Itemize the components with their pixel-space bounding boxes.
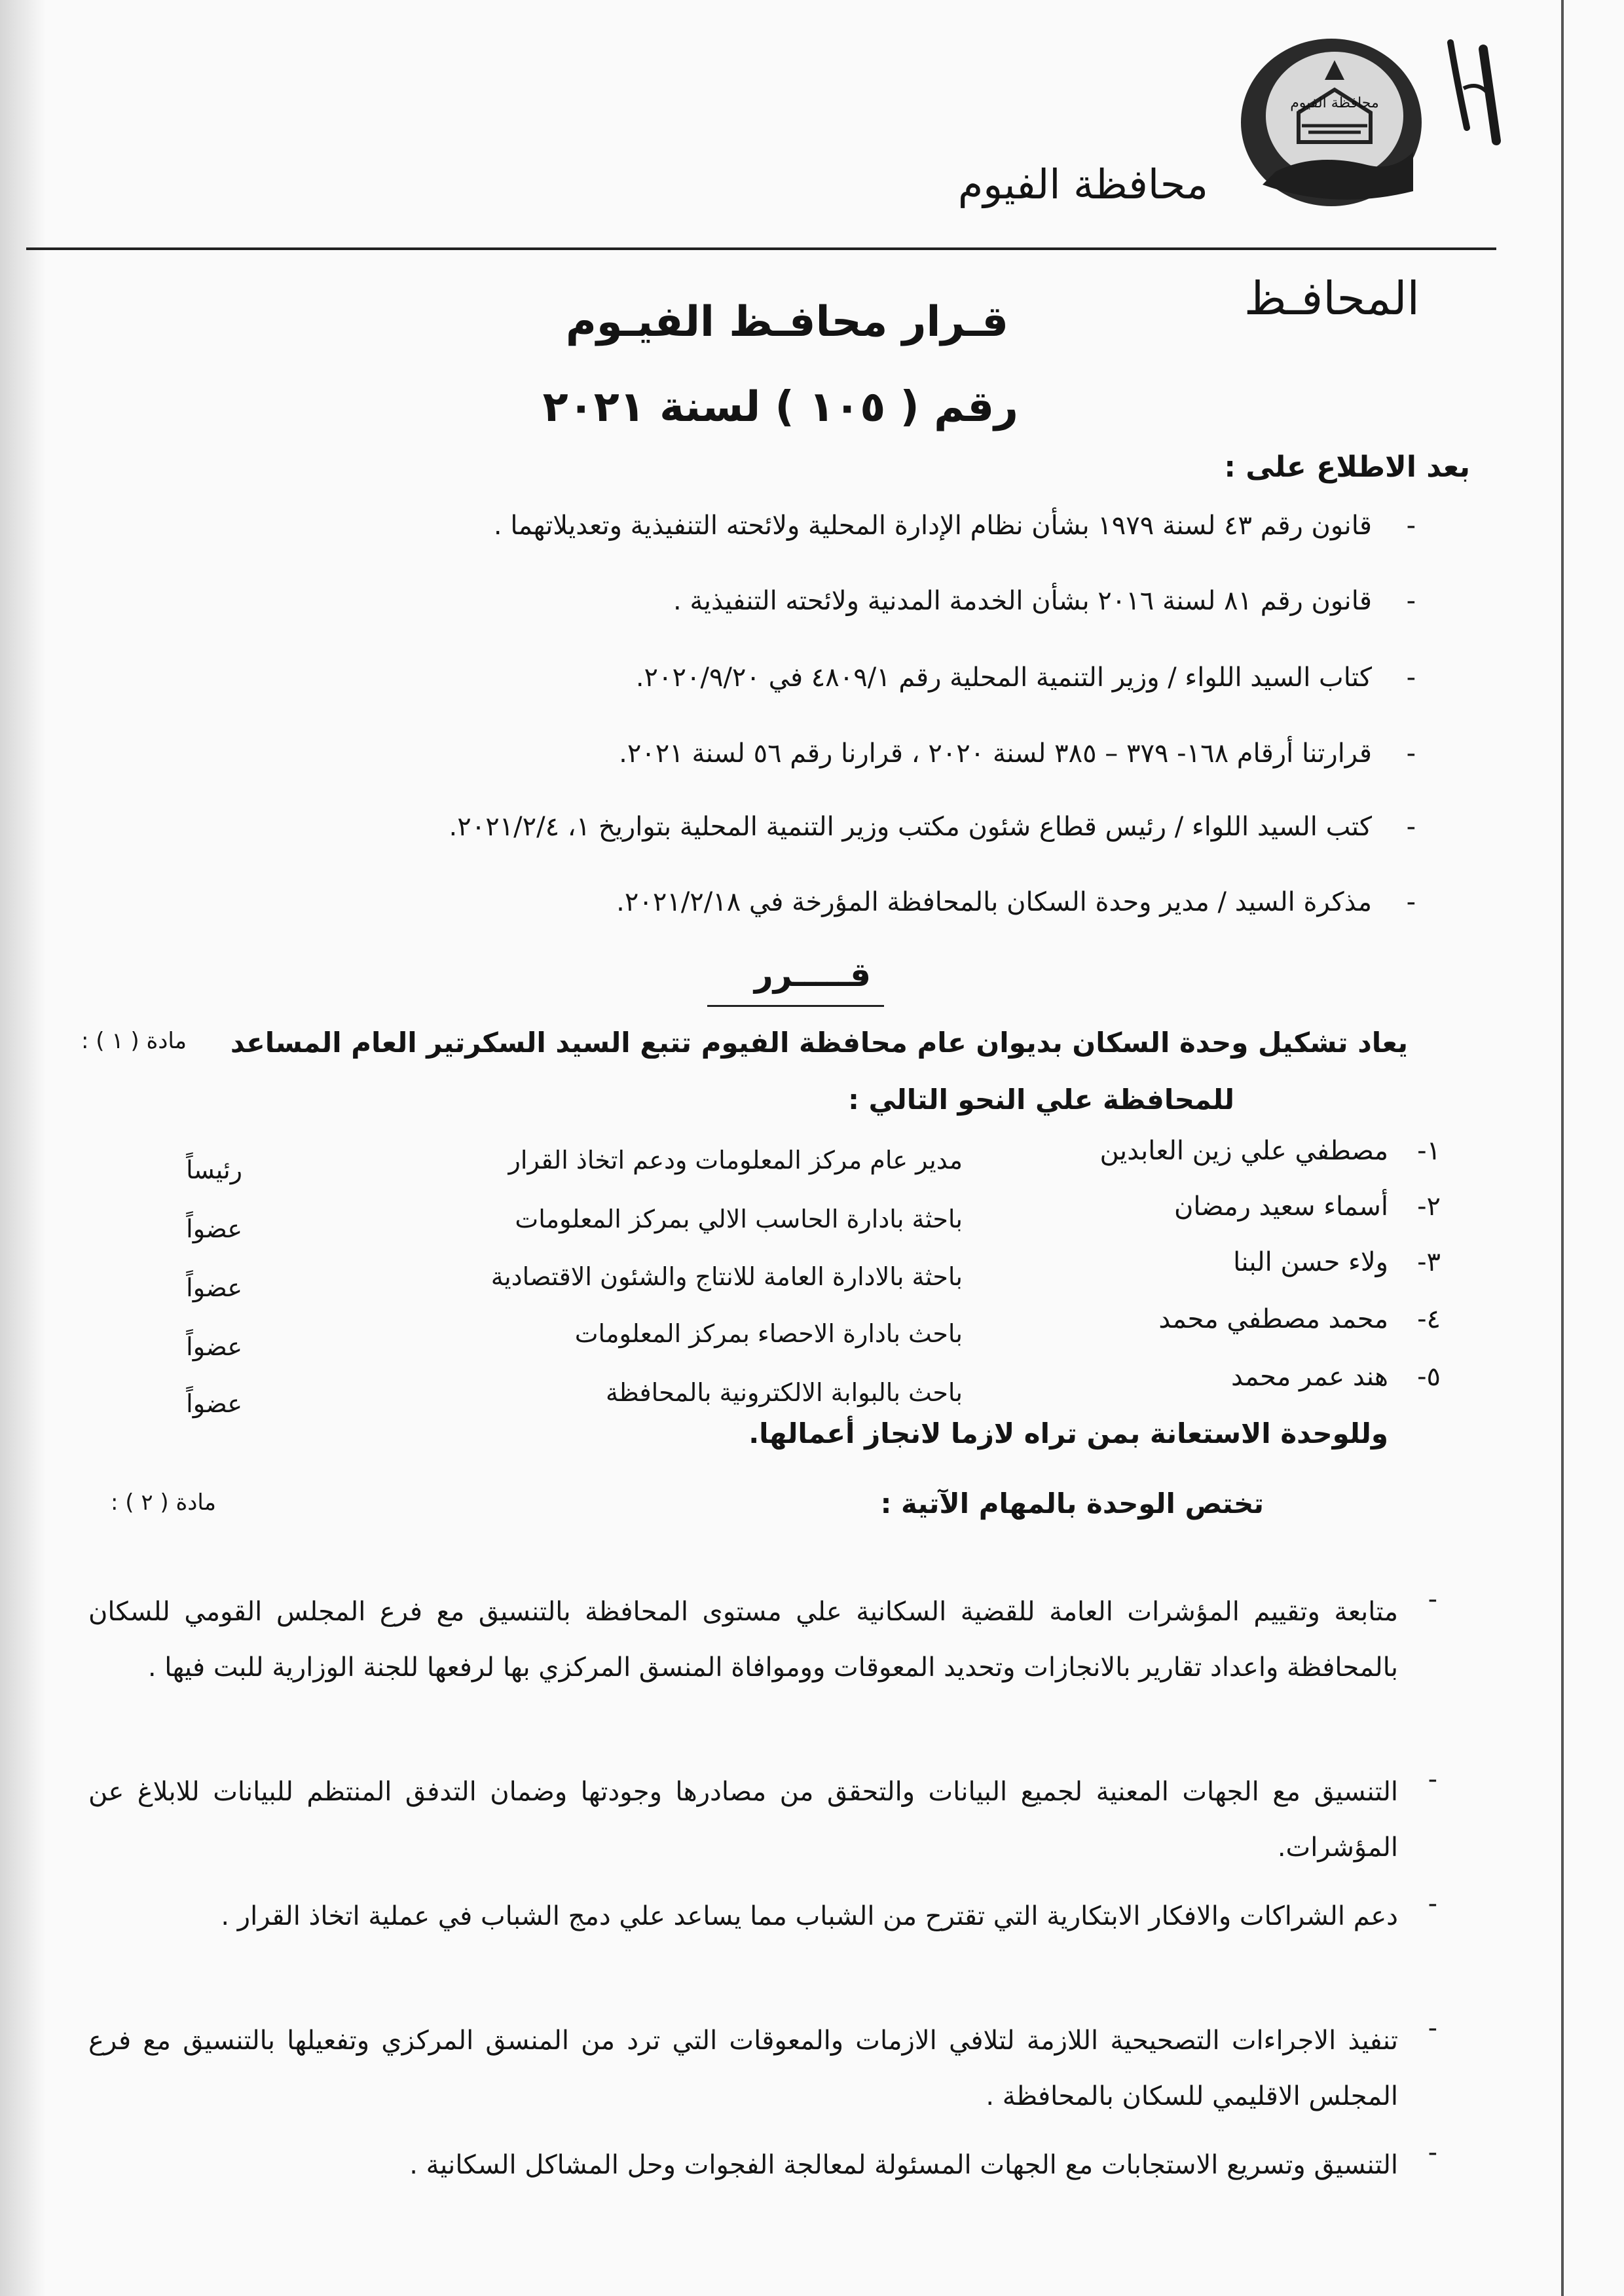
member-number: ٤- [1417, 1304, 1441, 1334]
article1-text: يعاد تشكيل وحدة السكان بديوان عام محافظة الفيوم تتبع السيد السكرتير العام المساعد [230, 1027, 1408, 1059]
member-title: مدير عام مركز المعلومات ودعم اتخاذ القرار [508, 1146, 963, 1175]
article1-label: مادة ( ١ ) : [81, 1028, 187, 1054]
preamble-heading: بعد الاطلاع على : [1224, 450, 1470, 484]
member-role: رئيساً [186, 1156, 242, 1184]
bullet-dash: - [1406, 663, 1416, 693]
preamble-item: قانون رقم ٨١ لسنة ٢٠١٦ بشأن الخدمة المدنية ولائحته التنفيذية . [673, 586, 1372, 616]
member-role: عضواً [186, 1214, 242, 1243]
preamble-item: مذكرة السيد / مدير وحدة السكان بالمحافظة المؤرخة في ٢٠٢١/٢/١٨. [616, 887, 1372, 917]
member-name: هند عمر محمد [1230, 1362, 1388, 1392]
article1-continuation: للمحافظة علي النحو التالي : [848, 1084, 1234, 1116]
governor-label: المحافـظ [1244, 272, 1420, 325]
bullet-dash: - [1428, 2013, 1437, 2043]
preamble-item: كتاب السيد اللواء / وزير التنمية المحلية رقم ٤٨٠٩/١ في ٢٠٢٠/٩/٢٠. [635, 663, 1372, 693]
decided-underline [707, 1005, 884, 1007]
handwritten-mark [1437, 29, 1516, 154]
bullet-dash: - [1428, 1584, 1437, 1614]
governorate-name: محافظة الفيوم [957, 160, 1208, 208]
preamble-item: قرارتنا أرقام ١٦٨- ٣٧٩ – ٣٨٥ لسنة ٢٠٢٠ ، قرارنا رقم ٥٦ لسنة ٢٠٢١. [619, 738, 1372, 769]
bullet-dash: - [1406, 812, 1416, 842]
bullet-dash: - [1406, 738, 1416, 769]
member-role: عضواً [186, 1273, 242, 1302]
bullet-dash: - [1428, 2138, 1437, 2168]
member-title: باحث بادارة الاحصاء بمركز المعلومات [574, 1319, 963, 1348]
preamble-item: كتب السيد اللواء / رئيس قطاع شئون مكتب وزير التنمية المحلية بتواريخ ١، ٢٠٢١/٢/٤. [449, 812, 1372, 842]
decision-title: قـرار محافـظ الفيـوم [565, 298, 1008, 346]
member-number: ١- [1417, 1136, 1441, 1166]
member-name: أسماء سعيد رمضان [1173, 1192, 1388, 1222]
seal-text: محافظة الفيوم [1290, 95, 1379, 111]
bullet-dash: - [1406, 586, 1416, 616]
article2-label: مادة ( ٢ ) : [110, 1489, 216, 1516]
header-divider [26, 247, 1496, 250]
decided-heading: قـــــرر [754, 956, 871, 994]
member-number: ٣- [1417, 1247, 1441, 1277]
task-item: متابعة وتقييم المؤشرات العامة للقضية السكانية علي مستوى المحافظة بالتنسيق مع فرع المجلس القومي للسكان بالمحافظة واعداد تقارير بالانجازات وتحديد المعوقات ووموافاة المنسق المركزي بها لرفعها للجنة الوزارية للبت فيها . [88, 1597, 1398, 1683]
member-title: باحثة بالادارة العامة للانتاج والشئون الاقتصادية [490, 1262, 963, 1291]
member-role: عضواً [186, 1332, 242, 1361]
member-title: باحث بالبوابة الالكترونية بالمحافظة [605, 1378, 963, 1407]
member-title: باحثة بادارة الحاسب الالي بمركز المعلومات [515, 1205, 963, 1233]
task-item: تنفيذ الاجراءات التصحيحية اللازمة لتلافي الازمات والمعوقات التي ترد من المنسق المركزي وتفعيلها بالتنسيق مع فرع المجلس الاقليمي للسكان بالمحافظة . [88, 2026, 1398, 2111]
task-item: التنسيق وتسريع الاستجابات مع الجهات المسئولة لمعالجة الفجوات وحل المشاكل السكانية . [409, 2150, 1398, 2180]
bullet-dash: - [1406, 887, 1416, 917]
scan-shading [0, 0, 46, 2296]
preamble-item: قانون رقم ٤٣ لسنة ١٩٧٩ بشأن نظام الإدارة المحلية ولائحته التنفيذية وتعديلاتهما . [493, 511, 1372, 541]
article1-closing: وللوحدة الاستعانة بمن تراه لازما لانجاز أعمالها. [748, 1417, 1388, 1449]
article2-text: تختص الوحدة بالمهام الآتية : [880, 1487, 1264, 1520]
member-number: ٥- [1417, 1362, 1441, 1392]
task-item: التنسيق مع الجهات المعنية لجميع البيانات والتحقق من مصادرها وجودتها وضمان التدفق المنتظم للبيانات للابلاغ عن المؤشرات. [88, 1777, 1398, 1863]
bullet-dash: - [1428, 1764, 1437, 1795]
member-role: عضواً [186, 1389, 242, 1418]
member-name: مصطفي علي زين العابدين [1099, 1136, 1388, 1166]
scan-edge-line [1561, 0, 1564, 2296]
fayoum-governorate-seal [1236, 34, 1426, 211]
bullet-dash: - [1428, 1889, 1437, 1919]
decision-number: رقم ( ١٠٥ ) لسنة ٢٠٢١ [542, 383, 1018, 431]
member-name: ولاء حسن البنا [1233, 1247, 1388, 1277]
task-item: دعم الشراكات والافكار الابتكارية التي تقترح من الشباب مما يساعد علي دمج الشباب في عملية اتخاذ القرار . [221, 1901, 1398, 1931]
bullet-dash: - [1406, 511, 1416, 541]
member-number: ٢- [1417, 1192, 1441, 1222]
member-name: محمد مصطفي محمد [1158, 1304, 1388, 1334]
